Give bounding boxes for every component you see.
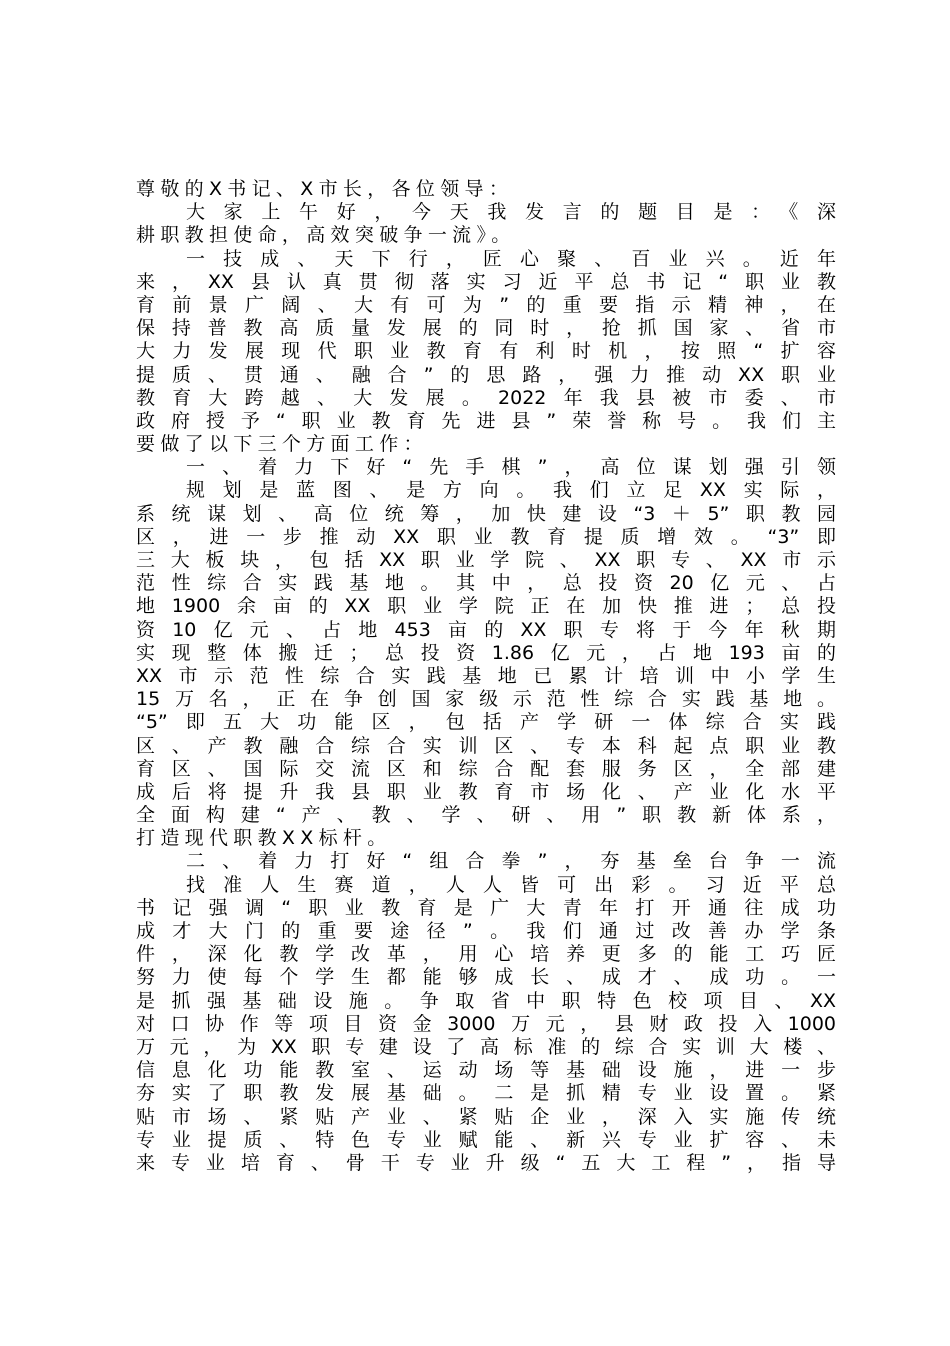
text-line: 提质、贯通、融合”的思路，强力推动XX职业 [136, 363, 836, 386]
text-line: 保持普教高质量发展的同时，抢抓国家、省市 [136, 317, 836, 340]
text-line: 资10亿元、占地453亩的XX职专将于今年秋期 [136, 618, 836, 641]
text-line: 区、产教融合综合实训区、专本科起点职业教 [136, 734, 836, 757]
text-line: 范性综合实践基地。其中，总投资20亿元、占 [136, 572, 836, 595]
text-line: 地1900余亩的XX职业学院正在加快推进；总投 [136, 595, 836, 618]
text-line: “5”即五大功能区，包括产学研一体综合实践 [136, 711, 836, 734]
text-line: 区，进一步推动XX职业教育提质增效。“3”即 [136, 525, 836, 548]
text-line: 努力使每个学生都能够成长、成才、成功。一 [136, 966, 836, 989]
text-line: 规划是蓝图、是方向。我们立足XX实际， [186, 479, 836, 502]
salutation-line: 尊敬的X书记、X市长，各位领导： [136, 178, 514, 200]
text-line: 万元，为XX职专建设了高标准的综合实训大楼、 [136, 1035, 836, 1058]
text-line: 信息化功能教室、运动场等基础设施，进一步 [136, 1059, 836, 1082]
text-line: 育区、国际交流区和综合配套服务区，全部建 [136, 757, 836, 780]
text-line: 专业提质、特色专业赋能、新兴专业扩容、未 [136, 1128, 836, 1151]
text-line: XX市示范性综合实践基地已累计培训中小学生 [136, 664, 836, 687]
text-line: 书记强调“职业教育是广大青年打开通往成功 [136, 896, 836, 919]
text-line: 三大板块，包括XX职业学院、XX职专、XX市示 [136, 549, 836, 571]
text-line: 贴市场、紧贴产业、紧贴企业，深入实施传统 [136, 1105, 836, 1128]
text-line: 全面构建“产、教、学、研、用”职教新体系， [136, 804, 836, 827]
text-line: 大力发展现代职业教育有利时机，按照“扩容 [136, 340, 836, 363]
text-line: 成后将提升我县职业教育市场化、产业化水平 [136, 780, 836, 803]
text-line: 实现整体搬迁；总投资1.86亿元，占地193亩的 [136, 641, 836, 664]
text-line: 耕职教担使命，高效突破争一流》。 [136, 224, 516, 247]
speech-body [136, 178, 836, 1175]
text-line: 来，XX县认真贯彻落实习近平总书记“职业教 [136, 270, 836, 293]
section-heading-2: 二、着力打好“组合拳”，夯基垒台争一流 [186, 850, 836, 873]
text-line: 政府授予“职业教育先进县”荣誉称号。我们主 [136, 409, 836, 432]
text-line: 成才大门的重要途径”。我们通过改善办学条 [136, 920, 836, 942]
text-line: 夯实了职教发展基础。二是抓精专业设置。紧 [136, 1082, 836, 1105]
text-line: 打造现代职教XX标杆。 [136, 827, 392, 850]
text-line: 要做了以下三个方面工作： [136, 433, 428, 456]
text-line: 教育大跨越、大发展。2022年我县被市委、市 [136, 386, 836, 409]
text-line: 件，深化教学改革，用心培养更多的能工巧匠 [136, 943, 836, 966]
text-line: 育前景广阔、大有可为”的重要指示精神，在 [136, 293, 836, 316]
text-line: 是抓强基础设施。争取省中职特色校项目、XX [136, 989, 836, 1012]
text-line: 对口协作等项目资金3000万元，县财政投入1000 [136, 1012, 836, 1035]
text-line: 一技成、天下行，匠心聚、百业兴。近年 [186, 247, 836, 270]
text-line: 来专业培育、骨干专业升级“五大工程”，指导 [136, 1151, 836, 1174]
section-heading-1: 一、着力下好“先手棋”，高位谋划强引领 [186, 456, 836, 479]
text-line: 系统谋划、高位统筹，加快建设“3＋5”职教园 [136, 502, 836, 525]
text-line: 15万名，正在争创国家级示范性综合实践基地。 [136, 688, 836, 711]
text-line: 大家上午好，今天我发言的题目是：《深 [186, 201, 836, 224]
text-line: 找准人生赛道，人人皆可出彩。习近平总 [186, 873, 836, 896]
